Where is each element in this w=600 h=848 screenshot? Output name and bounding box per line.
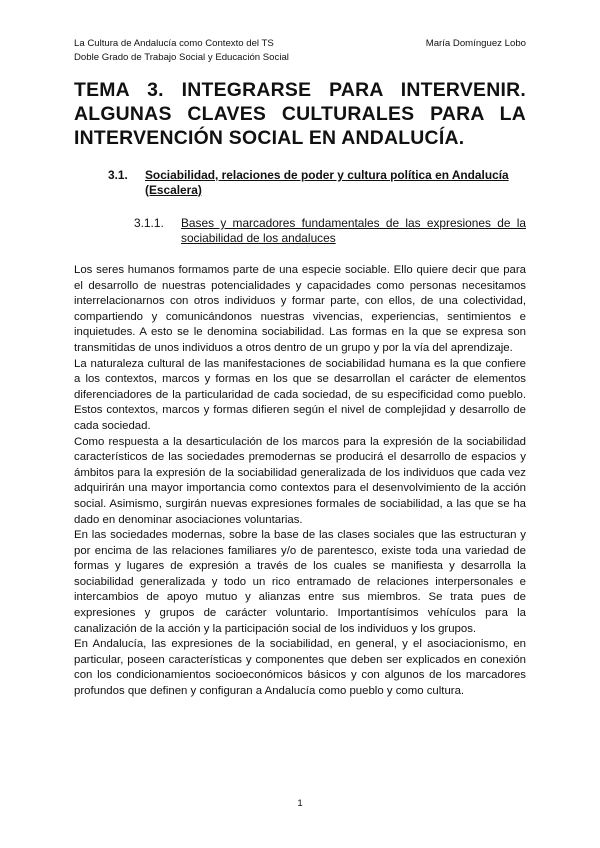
header-degree: Doble Grado de Trabajo Social y Educación Social: [74, 52, 289, 63]
page-header: [74, 37, 526, 65]
section-heading: [108, 168, 526, 197]
body-text: [74, 263, 526, 700]
page-number: 1: [297, 798, 303, 809]
document-title: TEMA 3. INTEGRARSE PARA INTERVENIR. ALGUNAS CLAVES CULTURALES PARA LA INTERVENCIÓN SOCIAL EN ANDALUCÍA.: [74, 79, 526, 149]
header-author: María Domínguez Lobo: [425, 38, 526, 49]
paragraph: En Andalucía, las expresiones de la sociabilidad, en general, y el asociacionismo, en particular, poseen características y componentes que deben ser explicados en conexión con los condicionamientos socioeconómicos básicos y con algunos de los marcadores profundos que definen y configuran a Andalucía como pueblo y como cultura.: [74, 638, 526, 698]
paragraph: Como respuesta a la desarticulación de los marcos para la expresión de la sociabilidad característicos de las sociedades premodernas se producirá el desarrollo de espacios y ámbitos para la expresión de la sociabilidad generalizada de los individuos que cada vez adquirirán una mayor importancia como contextos para el desenvolvimiento de la acción social. Asimismo, surgirán nuevas expresiones formales de sociabilidad, a las que se ha dado en denominar asociaciones voluntarias.: [74, 435, 526, 526]
subsection-title: Bases y marcadores fundamentales de las expresiones de la sociabilidad de los andaluces: [181, 216, 526, 245]
subsection-heading: [134, 216, 526, 245]
section-number: 3.1.: [108, 168, 128, 182]
paragraph: Los seres humanos formamos parte de una especie sociable. Ello quiere decir que para el desarrollo de nuestras potencialidades y capacidades como personas necesitamos interrelacionarnos con otros individuos y formar parte, con ellos, de una colectividad, compartiendo y comunicándonos nuestras vivencias, experiencias, sentimientos e inquietudes. A esto se le denomina sociabilidad. Las formas en la que se expresa son transmitidas de unos individuos a otros dentro de un grupo y por la vía del aprendizaje.: [74, 264, 526, 354]
paragraph: La naturaleza cultural de las manifestaciones de sociabilidad humana es la que confiere a los contextos, marcos y formas en los que se desarrollan el carácter de elementos diferenciadores de la particularidad de cada sociedad, de su especificidad como pueblo. Estos contextos, marcos y formas difieren según el nivel de complejidad y desarrollo de cada sociedad.: [74, 357, 526, 432]
section-title: Sociabilidad, relaciones de poder y cultura política en Andalucía (Escalera): [145, 168, 509, 197]
paragraph: En las sociedades modernas, sobre la base de las clases sociales que las estructuran y por encima de las relaciones familiares y/o de parentesco, existe toda una variedad de formas y lugares de expresión a través de los cuales se manifiesta y desarrolla la sociabilidad generalizada y todo un rico entramado de relaciones interpersonales e intercambios de apoyo mutuo y alianzas entre sus miembros. Se trata pues de expresiones y grupos de carácter voluntario. Importantísimos vehículos para la canalización de la acción y la participación social de los individuos y los grupos.: [74, 529, 526, 635]
subsection-number: 3.1.1.: [134, 216, 164, 230]
header-course: La Cultura de Andalucía como Contexto del TS: [74, 38, 274, 49]
